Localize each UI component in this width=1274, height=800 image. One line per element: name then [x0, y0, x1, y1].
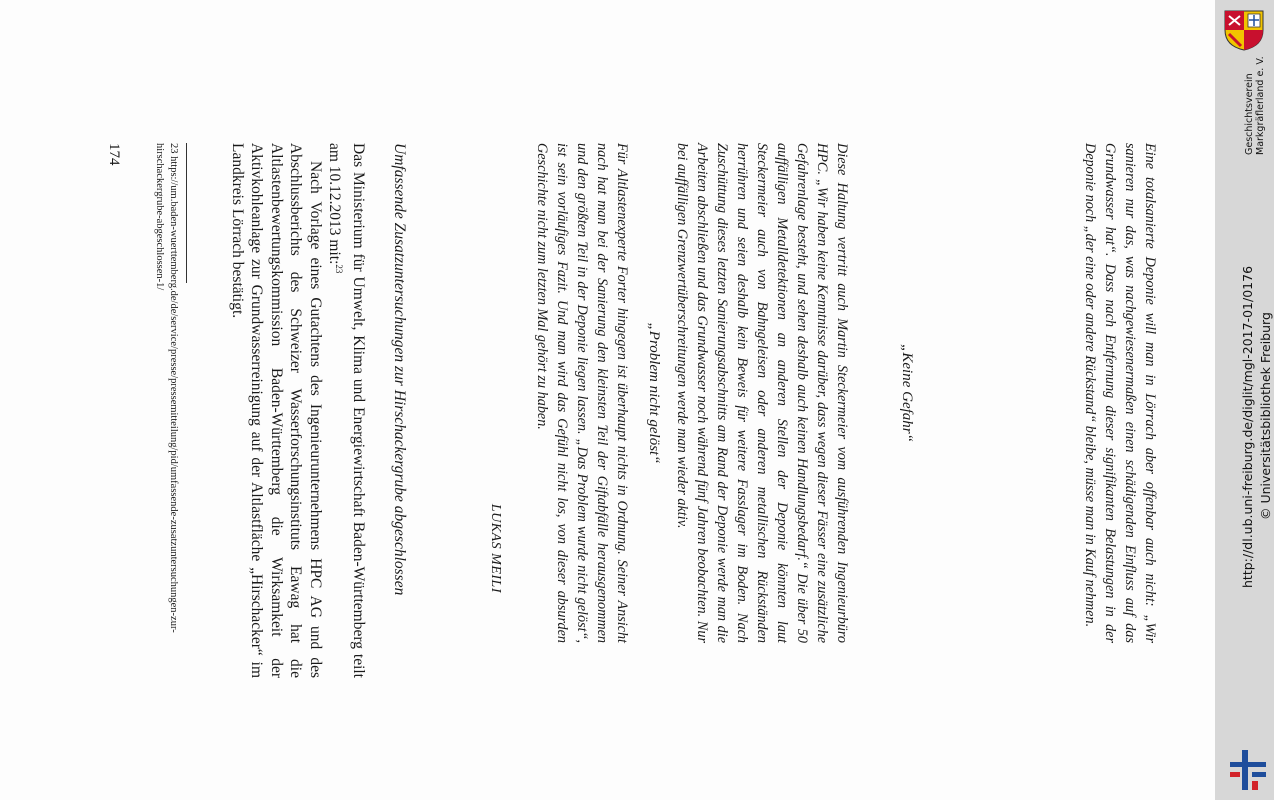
footnote-rule	[186, 143, 187, 283]
footnote-reference: 23	[334, 264, 345, 274]
roman-paragraph-1: Das Ministerium für Umwelt, Klima und Energiewirtschaft Baden-Württemberg teilt am 10.12.2013 mit:$^{23}$	[326, 143, 367, 678]
association-name: Geschichtsverein Markgräflerland e. V.	[1244, 56, 1266, 155]
footnote-number: 23	[168, 143, 179, 154]
paragraph-problem-nicht-geloest: Für Altlastenexperte Forter hingegen ist überhaupt nichts in Ordnung. Seiner Ansicht nach hat man bei der Sanierung den kleinsten Teil der Giftabfälle herausgenommen und den größten Teil in der Deponie liegen lassen. „Das Problem wurde nicht gelöst“, ist sein vorläufiges Fazit. Und man wird das Gefühl nicht los, von dieser absurden Geschichte nicht zum letzten Mal gehört zu haben.	[534, 143, 630, 643]
heading-problem-nicht-geloest: „Problem nicht gelöst“	[646, 322, 662, 464]
document-url-link[interactable]: http://dl.ub.uni-freiburg.de/diglit/mgl-2017-01/0176	[1240, 265, 1255, 588]
page-number: 174	[106, 143, 122, 166]
paragraph-keine-gefahr: Diese Haltung vertritt auch Martin Steckermeier vom ausführenden Ingenieurbüro HPC. „Wir haben keine Kenntnisse darüber, dass wegen dieser Fässer eine zusätzliche Gefahrenlage besteht, und sehen deshalb auch keinen Handlungsbedarf.“ Die über 50 auffälligen Metalldetektionen an anderen Stellen der Deponie könnten laut Steckermeier auch von Bahngeleisen oder anderen metallischen Rückständen herrühren und seien deshalb kein Beweis für weitere Fasslager im Boden. Nach Zuschüttung dieses letzten Sanierungsabschnitts am Rand der Deponie werde man die Arbeiten abschließen und das Grundwasser noch während fünf Jahren beobachten. Nur bei auffälligen Grenzwertüberschreitungen werde man wieder aktiv.	[674, 143, 850, 643]
roman-text-block	[227, 143, 368, 678]
copyright-notice: © Universitätsbibliothek Freiburg	[1258, 312, 1273, 520]
intro-paragraph: Eine totalsanierte Deponie will man in Lörrach aber offenbar auch nicht: „Wir sanieren nur das, was nachgewiesenermaßen einen schädigenden Einfluss auf das Grundwasser hat“. Dass nach Entfernung dieser signifikanten Belastungen in der Deponie noch „der eine oder andere Rückstand“ bleibe, müsse man in Kauf nehmen.	[1082, 143, 1158, 643]
heading-keine-gefahr: „Keine Gefahr“	[899, 344, 915, 442]
author-name: LUKAS MEILI	[488, 503, 503, 593]
ub-freiburg-logo-icon	[1228, 748, 1268, 792]
roman-paragraph-2: Nach Vorlage eines Gutachtens des Ingenieurunternehmens HPC AG und des Abschlussberichts des Schweizer Wasserforschungsinstituts Eawag hat die Altlastenbewertungskommission Baden-Württemberg die Wirksamkeit der Aktivkohleanlage zur Grundwasserreinigung auf der Altlastfläche „Hirschacker“ im Landkreis Lörrach bestätigt.	[228, 143, 324, 678]
footnote	[152, 143, 180, 663]
coat-of-arms-icon	[1221, 8, 1267, 52]
section-heading: Umfassende Zusatzuntersuchungen zur Hirschackergrube abgeschlossen	[391, 143, 408, 596]
footnote-text: https://um.baden-wuerttemberg.de/de/service/presse/pressemitteilung/pid/umfassende-zusatzuntersuchungen-zur-hirschackergrube-abgeschlossen-1/	[154, 143, 179, 633]
